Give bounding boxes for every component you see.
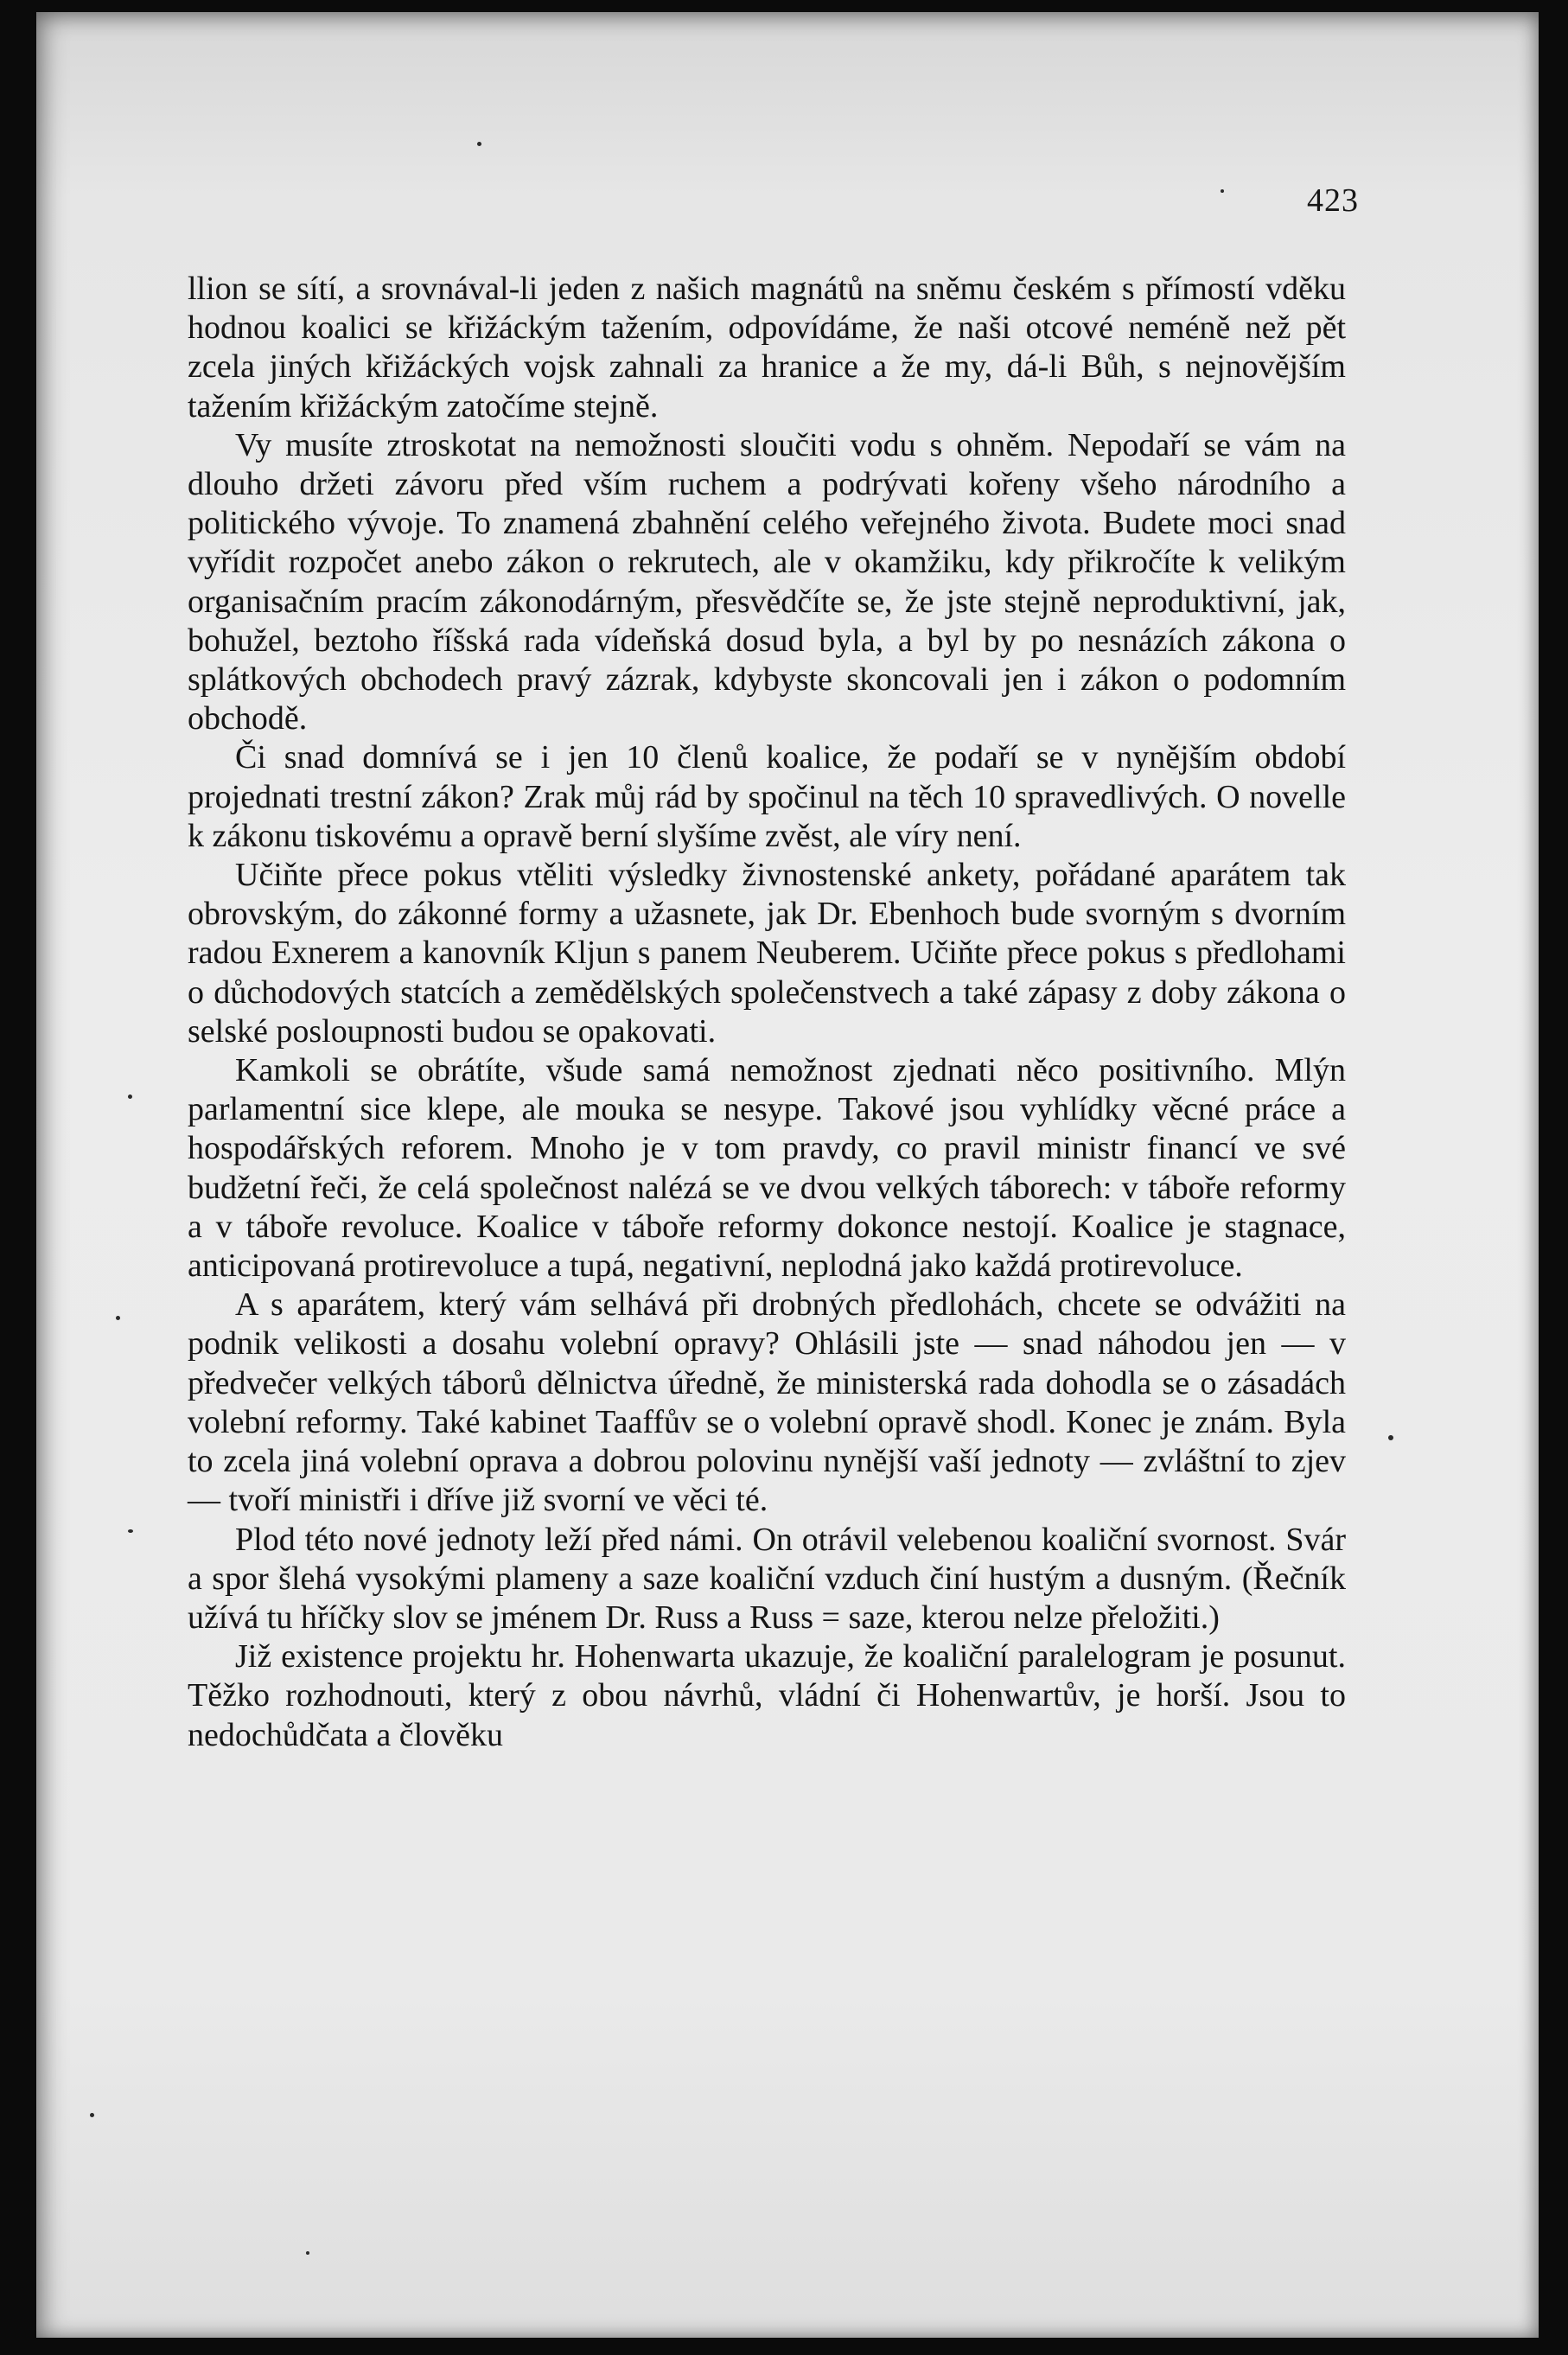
paragraph-1: llion se sítí, a srovnával-li jeden z našich magnátů na sněmu českém s přímostí vděku hodnou koalici se křižáckým tažením, odpovídáme, že naši otcové neméně než pět zcela jiných křižáckých vojsk zahnali za hranice a že my, dá-li Bůh, s nejnovějším tažením křižáckým zatočíme stejně. bbox=[188, 271, 1346, 424]
scan-speck bbox=[128, 1529, 133, 1533]
paragraph-5: Kamkoli se obrátíte, všude samá nemožnost zjednati něco positivního. Mlýn parlamentní sice klepe, ale mouka se nesype. Takové jsou vyhlídky věcné práce a hospodářských reforem. Mnoho je v tom pravdy, co pravil ministr financí ve své budžetní řeči, že celá společnost nalézá se ve dvou velkých táborech: v táboře reformy a v táboře revoluce. Koalice v táboře reformy dokonce nestojí. Koalice je stagnace, anticipovaná protirevoluce a tupá, negativní, neplodná jako každá protirevoluce. bbox=[188, 1052, 1346, 1285]
scan-speck bbox=[306, 2251, 309, 2255]
page-number: 423 bbox=[1307, 182, 1359, 219]
paragraph-3: Či snad domnívá se i jen 10 členů koalice, že podaří se v nynějším období projednati trestní zákon? Zrak můj rád by spočinul na těch 10 spravedlivých. O novelle k zákonu tiskovému a opravě berní slyšíme zvěst, ale víry není. bbox=[188, 739, 1346, 854]
paragraph-7: Plod této nové jednoty leží před námi. On otrávil velebenou koaliční svornost. Svár a spor šlehá vysokými plameny a saze koaliční vzduch činí hustým a dusným. (Řečník užívá tu hříčky slov se jménem Dr. Russ a Russ = saze, kterou nelze přeložiti.) bbox=[188, 1521, 1346, 1636]
paragraph-4: Učiňte přece pokus vtěliti výsledky živnostenské ankety, pořádané aparátem tak obrovským, do zákonné formy a užasnete, jak Dr. Ebenhoch bude svorným s dvorním radou Exnerem a kanovník Kljun s panem Neuberem. Učiňte přece pokus s předlohami o důchodových statcích a zemědělských společenstvech a také zápasy z doby zákona o selské posloupnosti budou se opakovati. bbox=[188, 857, 1346, 1050]
body-text bbox=[188, 270, 1346, 1755]
scan-speck bbox=[1388, 1435, 1393, 1440]
book-page bbox=[36, 12, 1539, 2338]
paragraph-8: Již existence projektu hr. Hohenwarta ukazuje, že koaliční paralelogram je posunut. Těžko rozhodnouti, který z obou návrhů, vládní či Hohenwartův, je horší. Jsou to nedochůdčata a člověku bbox=[188, 1638, 1346, 1753]
scan-speck bbox=[477, 142, 481, 146]
scan-speck bbox=[116, 1316, 120, 1320]
paragraph-2: Vy musíte ztroskotat na nemožnosti sloučiti vodu s ohněm. Nepodaří se vám na dlouho držeti závoru před vším ruchem a podrývati kořeny všeho národního a politického vývoje. To znamená zbahnění celého veřejného života. Budete moci snad vyřídit rozpočet anebo zákon o rekrutech, ale v okamžiku, kdy přikročíte k velikým organisačním pracím zákonodárným, přesvědčíte se, že jste stejně neproduktivní, jak, bohužel, beztoho říšská rada vídeňská dosud byla, a byl by po nesnázích zákona o splátkových obchodech pravý zázrak, kdybyste skoncovali jen i zákon o podomním obchodě. bbox=[188, 426, 1346, 737]
scan-speck bbox=[128, 1095, 132, 1099]
scan-speck bbox=[90, 2113, 94, 2117]
paragraph-6: A s aparátem, který vám selhává při drobných předlohách, chcete se odvážiti na podnik velikosti a dosahu volební opravy? Ohlásili jste — snad náhodou jen — v předvečer velkých táborů dělnictva úředně, že ministerská rada dohodla se o zásadách volební reformy. Také kabinet Taaffův se o volební opravě shodl. Konec je znám. Byla to zcela jiná volební oprava a dobrou polovinu nynější vaší jednoty — zvláštní to zjev — tvoří ministři i dříve již svorní ve věci té. bbox=[188, 1286, 1346, 1519]
scan-speck bbox=[1221, 189, 1224, 193]
